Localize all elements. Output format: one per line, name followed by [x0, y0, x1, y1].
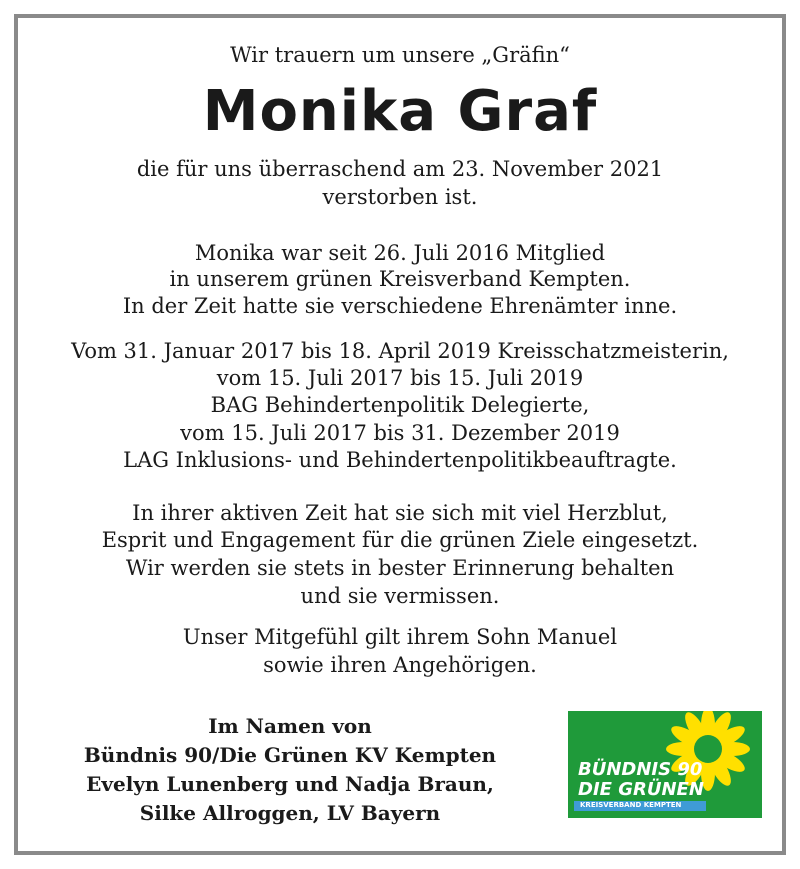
- death-date-line: die für uns überraschend am 23. November 2021: [136, 157, 664, 181]
- party-logo: [568, 711, 762, 818]
- condolence-line-2: sowie ihren Angehörigen.: [263, 653, 537, 677]
- signature-line-3: Evelyn Lunenberg und Nadja Braun,: [86, 772, 494, 796]
- office-line-5: LAG Inklusions- und Behindertenpolitikbeauftragte.: [123, 448, 677, 472]
- membership-line-2: in unserem grünen Kreisverband Kempten.: [169, 267, 631, 291]
- death-line-2: verstorben ist.: [322, 185, 478, 209]
- signature-line-2: Bündnis 90/Die Grünen KV Kempten: [83, 743, 497, 767]
- logo-line-1: BÜNDNIS 90: [578, 759, 703, 780]
- office-line-3: BAG Behindertenpolitik Delegierte,: [210, 393, 590, 417]
- office-line-4: vom 15. Juli 2017 bis 31. Dezember 2019: [180, 421, 620, 445]
- signature-line-4: Silke Allroggen, LV Bayern: [139, 801, 441, 825]
- membership-line-3: In der Zeit hatte sie verschiedene Ehrenämter inne.: [122, 294, 678, 318]
- membership-line-1: Monika war seit 26. Juli 2016 Mitglied: [194, 241, 606, 265]
- tribute-line-2: Esprit und Engagement für die grünen Ziele eingesetzt.: [101, 528, 699, 552]
- tribute-line-3: Wir werden sie stets in bester Erinnerung behalten: [125, 556, 675, 580]
- logo-line-2: DIE GRÜNEN: [578, 779, 704, 800]
- office-line-2: vom 15. Juli 2017 bis 15. Juli 2019: [216, 366, 584, 390]
- logo-subline: KREISVERBAND KEMPTEN: [580, 801, 682, 809]
- office-line-1: Vom 31. Januar 2017 bis 18. April 2019 Kreisschatzmeisterin,: [71, 339, 729, 363]
- intro-line: Wir trauern um unsere „Gräfin“: [230, 43, 570, 67]
- condolence-line-1: Unser Mitgefühl gilt ihrem Sohn Manuel: [182, 625, 618, 649]
- tribute-line-1: In ihrer aktiven Zeit hat sie sich mit viel Herzblut,: [132, 501, 668, 525]
- signature-line-1: Im Namen von: [208, 714, 372, 738]
- deceased-name: Monika Graf: [202, 79, 598, 144]
- tribute-line-4: und sie vermissen.: [300, 584, 500, 608]
